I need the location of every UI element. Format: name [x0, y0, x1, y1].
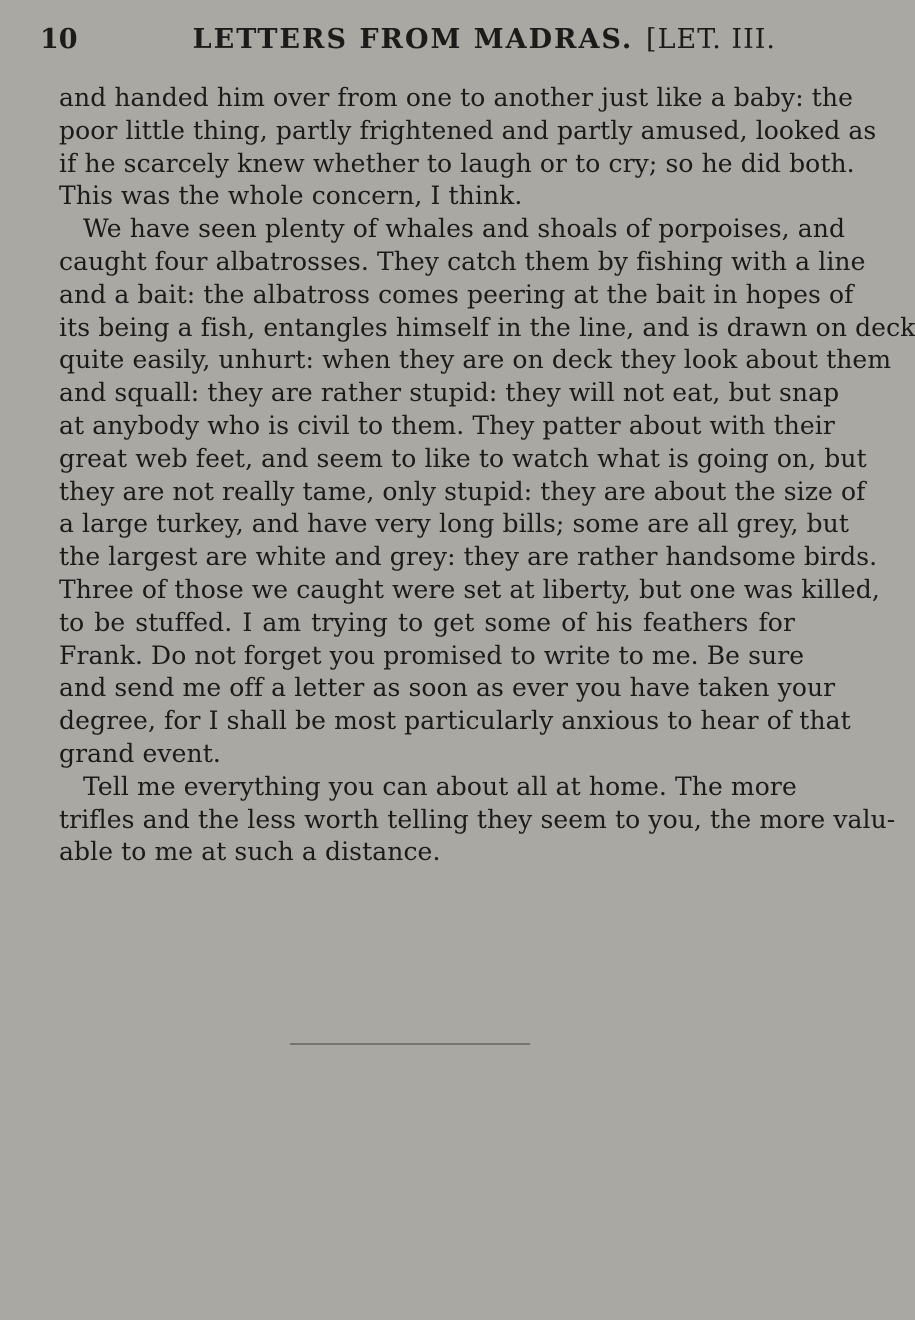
text-line: at anybody who is civil to them. They patter about with their	[59, 410, 835, 440]
text-line: poor little thing, partly frightened and partly amused, looked as	[59, 115, 877, 145]
text-line: trifles and the less worth telling they seem to you, the more valu-	[59, 804, 896, 834]
text-line: This was the whole concern, I think.	[59, 181, 523, 211]
text-line: Tell me everything you can about all at home. The more	[83, 771, 797, 801]
body-text	[59, 82, 915, 869]
text-line: grand event.	[59, 738, 221, 768]
text-line: We have seen plenty of whales and shoals of porpoises, and	[83, 214, 846, 244]
text-line: degree, for I shall be most particularly anxious to hear of that	[59, 706, 851, 736]
text-line: quite easily, unhurt: when they are on deck they look about them	[59, 345, 892, 375]
text-line: and handed him over from one to another just like a baby: the	[59, 83, 854, 112]
text-line: a large turkey, and have very long bills; some are all grey, but	[59, 509, 850, 539]
text-line: Frank. Do not forget you promised to write to me. Be sure	[59, 640, 805, 670]
text-line: the largest are white and grey: they are rather handsome birds.	[59, 542, 878, 572]
letter-reference: [LET. III.	[646, 24, 776, 55]
running-title: LETTERS FROM MADRAS.	[192, 24, 634, 55]
text-line: its being a fish, entangles himself in the line, and is drawn on deck	[59, 312, 915, 342]
closing-rule	[290, 1043, 530, 1045]
text-line: and send me off a letter as soon as ever you have taken your	[59, 673, 836, 703]
running-head	[40, 20, 776, 60]
text-line: Three of those we caught were set at liberty, but one was killed,	[59, 574, 880, 604]
text-line: great web feet, and seem to like to watch what is going on, but	[59, 443, 867, 473]
text-line: caught four albatrosses. They catch them by fishing with a line	[59, 246, 866, 276]
text-line: able to me at such a distance.	[59, 837, 441, 867]
text-line: and a bait: the albatross comes peering at the bait in hopes of	[59, 279, 854, 309]
page-number: 10	[40, 24, 78, 55]
text-line: and squall: they are rather stupid: they will not eat, but snap	[59, 378, 840, 408]
text-line: to be stuffed. I am trying to get some of his feathers for	[59, 607, 795, 637]
text-line: they are not really tame, only stupid: they are about the size of	[59, 476, 866, 506]
text-line: if he scarcely knew whether to laugh or to cry; so he did both.	[59, 148, 855, 178]
